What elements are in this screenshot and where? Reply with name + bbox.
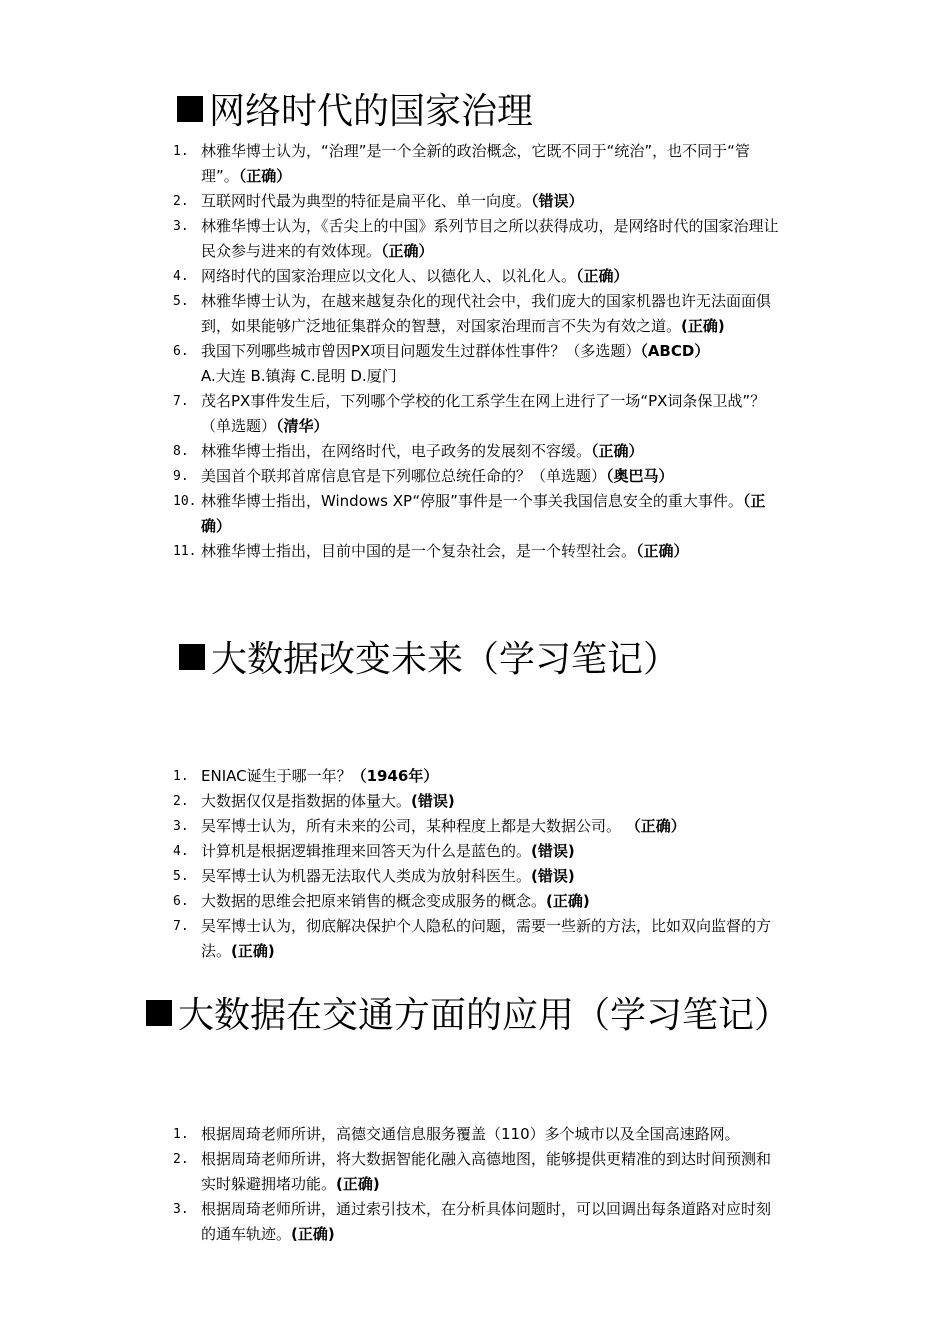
list-item — [173, 1147, 783, 1197]
square-bullet-icon — [177, 96, 203, 122]
item-question: 美国首个联邦首席信息官是下列哪位总统任命的？（单选题） — [201, 467, 607, 485]
item-answer: (正确) — [231, 942, 275, 960]
item-question: 林雅华博士指出，目前中国的是一个复杂社会，是一个转型社会。 — [201, 542, 637, 560]
item-number: 5. — [173, 294, 189, 309]
question-list — [173, 139, 783, 564]
item-question: 计算机是根据逻辑推理来回答天为什么是蓝色的。 — [201, 842, 532, 860]
item-number: 9. — [173, 469, 189, 484]
list-item — [173, 389, 783, 439]
item-question: 根据周琦老师所讲，通过索引技术，在分析具体问题时，可以回调出每条道路对应时刻的通车轨迹。 — [201, 1200, 772, 1243]
item-number: 4. — [173, 269, 189, 284]
list-item — [173, 489, 783, 539]
item-number: 11. — [173, 544, 197, 559]
list-item — [173, 814, 783, 839]
list-item — [173, 889, 783, 914]
item-answer: （ABCD） — [640, 342, 710, 360]
list-item — [173, 914, 783, 964]
item-number: 3. — [173, 819, 189, 834]
item-answer: (错误) — [531, 867, 575, 885]
question-list — [173, 1122, 783, 1247]
item-question: 大数据仅仅是指数据的体量大。 — [201, 792, 412, 810]
item-question: 林雅华博士指出，在网络时代，电子政务的发展刻不容缓。 — [201, 442, 592, 460]
item-number: 1. — [173, 1127, 189, 1142]
list-item — [173, 339, 783, 389]
item-answer: （正确） — [636, 542, 689, 560]
item-options: A.大连 B.镇海 C.昆明 D.厦门 — [201, 367, 397, 385]
list-item — [173, 439, 783, 464]
item-number: 2. — [173, 794, 189, 809]
list-item — [173, 789, 783, 814]
item-answer: （1946年） — [351, 767, 439, 785]
item-answer: （正确） — [591, 442, 644, 460]
item-question: 林雅华博士认为，在越来越复杂化的现代社会中，我们庞大的国家机器也许无法面面俱到，如果能够广泛地征集群众的智慧，对国家治理而言不失为有效之道。 — [201, 292, 772, 335]
item-answer: （奥巴马） — [606, 467, 674, 485]
list-item — [173, 464, 783, 489]
item-answer: （清华） — [276, 417, 329, 435]
list-item — [173, 764, 783, 789]
list-item — [173, 189, 783, 214]
item-answer: (正确) — [336, 1175, 380, 1193]
item-question: ENIAC诞生于哪一年？ — [201, 767, 352, 785]
item-answer: (正确) — [291, 1225, 335, 1243]
item-question: 林雅华博士认为，“治理”是一个全新的政治概念，它既不同于“统治”，也不同于“管理”。 — [201, 142, 750, 185]
item-answer: (正确) — [546, 892, 590, 910]
square-bullet-icon — [146, 1000, 172, 1026]
item-number: 2. — [173, 1152, 189, 1167]
item-answer: (错误) — [531, 842, 575, 860]
item-answer: （正确） — [201, 492, 766, 535]
item-question: 吴军博士认为，所有未来的公司，某种程度上都是大数据公司。 — [201, 817, 626, 835]
list-item — [173, 864, 783, 889]
item-number: 4. — [173, 844, 189, 859]
item-number: 8. — [173, 444, 189, 459]
item-question: 吴军博士认为机器无法取代人类成为放射科医生。 — [201, 867, 532, 885]
section-heading — [179, 638, 679, 682]
section-title: 网络时代的国家治理 — [209, 91, 534, 132]
item-question: 互联网时代最为典型的特征是扁平化、单一向度。 — [201, 192, 532, 210]
section-title: 大数据在交通方面的应用（学习笔记） — [178, 995, 791, 1036]
item-answer: （正确） — [625, 817, 686, 835]
item-answer: (错误) — [411, 792, 455, 810]
item-question: 吴军博士认为，彻底解决保护个人隐私的问题，需要一些新的方法，比如双向监督的方法。 — [201, 917, 772, 960]
item-question: 网络时代的国家治理应以文化人、以德化人、以礼化人。 — [201, 267, 577, 285]
section-heading — [177, 90, 533, 134]
item-number: 1. — [173, 769, 189, 784]
item-number: 6. — [173, 894, 189, 909]
list-item — [173, 1122, 783, 1147]
item-number: 10. — [173, 494, 197, 509]
item-number: 5. — [173, 869, 189, 884]
item-question: 林雅华博士指出，Windows XP“停服”事件是一个事关我国信息安全的重大事件。 — [201, 492, 743, 510]
item-question: 根据周琦老师所讲，高德交通信息服务覆盖（110）多个城市以及全国高速路网。 — [201, 1125, 740, 1143]
item-number: 2. — [173, 194, 189, 209]
list-item — [173, 214, 783, 264]
item-answer: (正确) — [681, 317, 725, 335]
item-question: 林雅华博士认为，《舌尖上的中国》系列节目之所以获得成功，是网络时代的国家治理让民众参与进来的有效体现。 — [201, 217, 779, 260]
item-question: 大数据的思维会把原来销售的概念变成服务的概念。 — [201, 892, 547, 910]
item-question: 根据周琦老师所讲，将大数据智能化融入高德地图，能够提供更精准的到达时间预测和实时躲避拥堵功能。 — [201, 1150, 772, 1193]
item-number: 3. — [173, 219, 189, 234]
square-bullet-icon — [179, 644, 205, 670]
section-heading — [146, 994, 790, 1038]
item-number: 1. — [173, 144, 189, 159]
item-number: 6. — [173, 344, 189, 359]
item-answer: （正确） — [238, 167, 292, 185]
section-title: 大数据改变未来（学习笔记） — [211, 639, 680, 680]
list-item — [173, 1197, 783, 1247]
list-item — [173, 839, 783, 864]
item-question: 我国下列哪些城市曾因PX项目问题发生过群体性事件？（多选题） — [201, 342, 641, 360]
item-number: 7. — [173, 919, 189, 934]
item-answer: （正确） — [576, 267, 629, 285]
list-item — [173, 539, 783, 564]
question-list — [173, 764, 783, 964]
list-item — [173, 289, 783, 339]
item-number: 3. — [173, 1202, 189, 1217]
item-answer: （错误） — [531, 192, 584, 210]
item-number: 7. — [173, 394, 189, 409]
list-item — [173, 139, 783, 189]
item-question: 茂名PX事件发生后，下列哪个学校的化工系学生在网上进行了一场“PX词条保卫战”？（单选题） — [201, 392, 766, 435]
item-answer: （正确） — [381, 242, 434, 260]
list-item — [173, 264, 783, 289]
